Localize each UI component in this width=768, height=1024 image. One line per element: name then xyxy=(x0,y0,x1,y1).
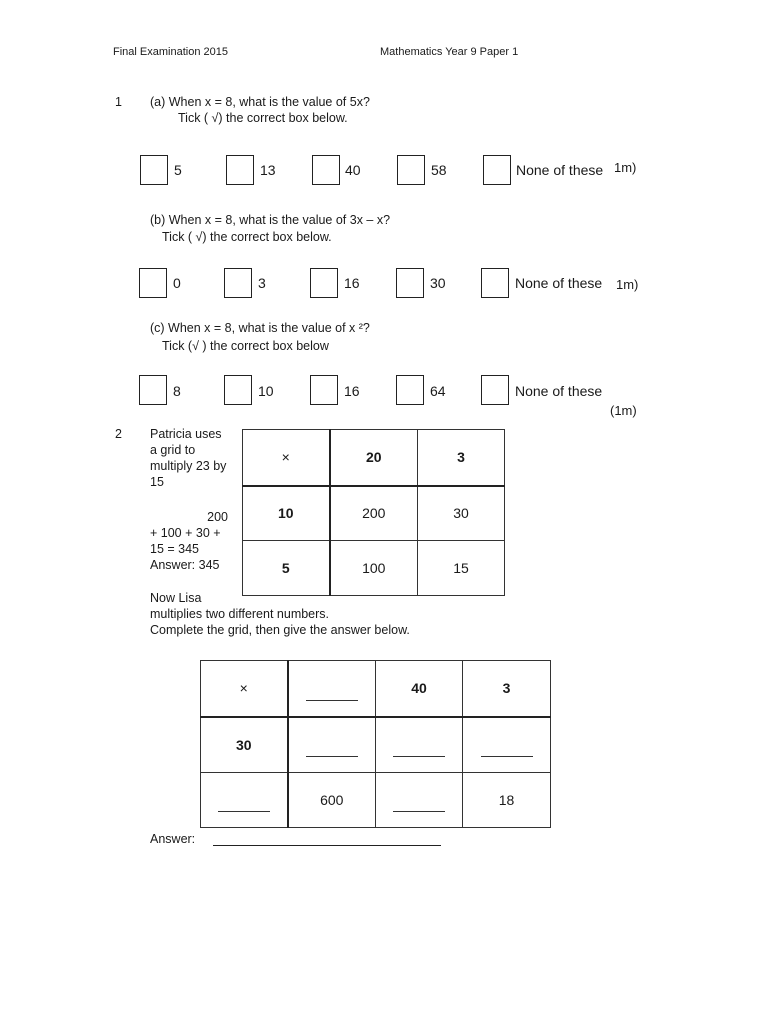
task-grid-cell: 600 xyxy=(288,773,376,828)
q2-intro-line: a grid to xyxy=(150,443,196,457)
q1b-option-5: None of these xyxy=(515,275,603,291)
task-grid-blank-cell[interactable] xyxy=(201,773,288,828)
q2-working-line: Answer: 345 xyxy=(150,558,220,572)
example-grid-header: 20 xyxy=(330,430,418,486)
q2-lisa-text xyxy=(150,590,410,638)
example-grid-row-header: 10 xyxy=(243,486,330,541)
paper-title: Mathematics Year 9 Paper 1 xyxy=(380,46,519,58)
q1b-checkbox-5[interactable] xyxy=(481,268,509,298)
q1c-marks: (1m) xyxy=(610,403,637,418)
q2-intro xyxy=(150,426,226,490)
task-grid-blank-cell[interactable] xyxy=(288,661,376,717)
q1b-instruction: Tick ( √) the correct box below. xyxy=(162,230,332,244)
example-grid-corner: × xyxy=(243,430,330,486)
q2-working xyxy=(150,509,228,573)
q1a-marks: 1m) xyxy=(614,160,637,175)
q1c-option-2: 10 xyxy=(258,383,274,399)
q1a-checkbox-1[interactable] xyxy=(140,155,168,185)
task-grid-blank-cell[interactable] xyxy=(463,717,551,773)
q1a-prompt: (a) When x = 8, what is the value of 5x? xyxy=(150,95,370,109)
task-grid-corner: × xyxy=(201,661,288,717)
q1b-marks: 1m) xyxy=(616,277,639,292)
q2-lisa-line: multiplies two different numbers. xyxy=(150,607,330,621)
answer-blank[interactable] xyxy=(306,755,358,757)
q1c-checkbox-3[interactable] xyxy=(310,375,338,405)
question-number-1: 1 xyxy=(115,95,122,109)
q1c-option-4: 64 xyxy=(430,383,446,399)
q1a-option-1: 5 xyxy=(174,162,182,178)
example-grid-header: 3 xyxy=(418,430,505,486)
q1c-option-3: 16 xyxy=(344,383,360,399)
answer-blank[interactable] xyxy=(306,699,358,701)
q1a-instruction: Tick ( √) the correct box below. xyxy=(178,111,348,125)
q1c-checkbox-5[interactable] xyxy=(481,375,509,405)
answer-blank[interactable] xyxy=(393,810,445,812)
answer-blank[interactable] xyxy=(393,755,445,757)
q1b-checkbox-4[interactable] xyxy=(396,268,424,298)
q1b-option-2: 3 xyxy=(258,275,266,291)
task-grid xyxy=(200,660,551,828)
q1a-option-2: 13 xyxy=(260,162,276,178)
task-grid-header: 40 xyxy=(376,661,463,717)
q2-intro-line: Patricia uses xyxy=(150,427,222,441)
example-grid-cell: 15 xyxy=(418,541,505,596)
answer-label: Answer: xyxy=(150,832,196,846)
q1b-option-3: 16 xyxy=(344,275,360,291)
example-grid-cell: 200 xyxy=(330,486,418,541)
q1b-checkbox-2[interactable] xyxy=(224,268,252,298)
q1b-checkbox-1[interactable] xyxy=(139,268,167,298)
q1c-checkbox-2[interactable] xyxy=(224,375,252,405)
task-grid-row-header: 30 xyxy=(201,717,288,773)
q1c-prompt: (c) When x = 8, what is the value of x ²? xyxy=(150,321,370,335)
task-grid-blank-cell[interactable] xyxy=(376,717,463,773)
q1c-option-5: None of these xyxy=(515,383,603,399)
answer-blank[interactable] xyxy=(218,810,270,812)
q1c-option-1: 8 xyxy=(173,383,181,399)
example-grid-cell: 30 xyxy=(418,486,505,541)
answer-line[interactable] xyxy=(213,845,441,846)
task-grid-cell: 18 xyxy=(463,773,551,828)
q1a-option-4: 58 xyxy=(431,162,447,178)
q1a-checkbox-5[interactable] xyxy=(483,155,511,185)
q2-working-line: + 100 + 30 + xyxy=(150,526,221,540)
q2-intro-line: multiply 23 by xyxy=(150,459,227,473)
example-grid-cell: 100 xyxy=(330,541,418,596)
q2-working-line: 15 = 345 xyxy=(150,542,200,556)
q1a-checkbox-3[interactable] xyxy=(312,155,340,185)
q2-lisa-line: Complete the grid, then give the answer below. xyxy=(150,623,410,637)
q1a-checkbox-4[interactable] xyxy=(397,155,425,185)
task-grid-blank-cell[interactable] xyxy=(376,773,463,828)
q1a-checkbox-2[interactable] xyxy=(226,155,254,185)
question-number-2: 2 xyxy=(115,427,122,441)
q1c-checkbox-1[interactable] xyxy=(139,375,167,405)
task-grid-blank-cell[interactable] xyxy=(288,717,376,773)
q2-intro-line: 15 xyxy=(150,475,164,489)
q1b-checkbox-3[interactable] xyxy=(310,268,338,298)
q2-lisa-line: Now Lisa xyxy=(150,591,202,605)
q1a-option-3: 40 xyxy=(345,162,361,178)
example-grid xyxy=(242,429,505,596)
q1a-option-5: None of these xyxy=(516,162,604,178)
q1c-instruction: Tick (√ ) the correct box below xyxy=(162,339,329,353)
q1c-checkbox-4[interactable] xyxy=(396,375,424,405)
exam-title: Final Examination 2015 xyxy=(113,46,228,58)
q2-working-line: 200 xyxy=(207,510,228,524)
task-grid-header: 3 xyxy=(463,661,551,717)
example-grid-row-header: 5 xyxy=(243,541,330,596)
q1b-option-4: 30 xyxy=(430,275,446,291)
q1b-option-1: 0 xyxy=(173,275,181,291)
answer-blank[interactable] xyxy=(481,755,533,757)
q1b-prompt: (b) When x = 8, what is the value of 3x – x? xyxy=(150,213,391,227)
